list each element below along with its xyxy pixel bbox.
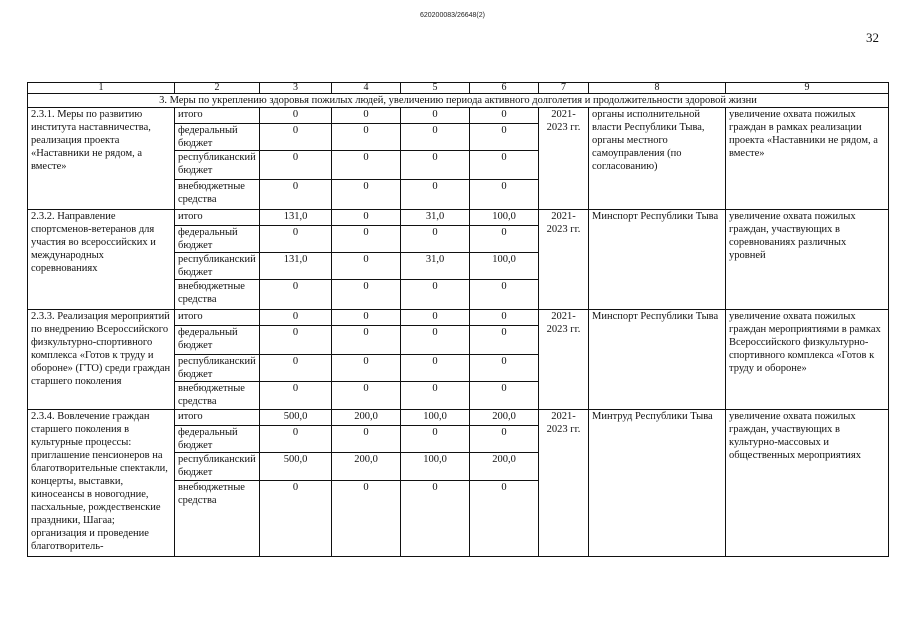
funding-source: итого	[175, 410, 260, 426]
amount-cell: 131,0	[260, 253, 332, 280]
table-row	[28, 210, 889, 226]
amount-cell: 0	[470, 280, 539, 310]
period: 2021-2023 гг.	[539, 210, 589, 310]
amount-cell: 0	[401, 481, 470, 557]
funding-source: внебюджетные средства	[175, 180, 260, 210]
table-row	[28, 108, 889, 124]
amount-cell: 0	[470, 124, 539, 151]
funding-source: республиканский бюджет	[175, 151, 260, 180]
executor: Минспорт Республики Тыва	[589, 310, 726, 410]
amount-cell: 0	[332, 310, 401, 326]
amount-cell: 500,0	[260, 453, 332, 481]
amount-cell: 0	[470, 310, 539, 326]
amount-cell: 0	[332, 253, 401, 280]
column-number: 9	[726, 83, 889, 94]
amount-cell: 0	[401, 382, 470, 410]
column-number-row	[28, 83, 889, 94]
column-number: 7	[539, 83, 589, 94]
measure-name: 2.3.2. Направление спортсменов-ветеранов для участия во всероссийских и международных соревнованиях	[28, 210, 175, 310]
amount-cell: 0	[260, 326, 332, 355]
funding-source: федеральный бюджет	[175, 226, 260, 253]
amount-cell: 100,0	[401, 410, 470, 426]
funding-source: внебюджетные средства	[175, 481, 260, 557]
amount-cell: 0	[260, 180, 332, 210]
amount-cell: 0	[470, 426, 539, 453]
amount-cell: 0	[401, 426, 470, 453]
executor: Минтруд Республики Тыва	[589, 410, 726, 557]
column-number: 6	[470, 83, 539, 94]
amount-cell: 0	[260, 108, 332, 124]
column-number: 3	[260, 83, 332, 94]
amount-cell: 100,0	[470, 253, 539, 280]
amount-cell: 0	[470, 326, 539, 355]
amount-cell: 0	[332, 226, 401, 253]
funding-source: итого	[175, 310, 260, 326]
column-number: 2	[175, 83, 260, 94]
amount-cell: 0	[470, 382, 539, 410]
amount-cell: 0	[332, 355, 401, 382]
section-title: 3. Меры по укреплению здоровья пожилых людей, увеличению периода активного долголетия и продолжительности здоровой жизни	[28, 94, 889, 108]
amount-cell: 100,0	[470, 210, 539, 226]
amount-cell: 0	[332, 382, 401, 410]
expected-result: увеличение охвата пожилых граждан в рамках реализации проекта «Наставники не рядом, а вместе»	[726, 108, 889, 210]
measure-name: 2.3.3. Реализация мероприятий по внедрению Всероссийского физкультурно-спортивного комплекса «Готов к труду и обороне» (ГТО) среди граждан старшего поколения	[28, 310, 175, 410]
amount-cell: 0	[401, 226, 470, 253]
page-number: 32	[866, 30, 879, 45]
amount-cell: 0	[332, 124, 401, 151]
amount-cell: 0	[332, 280, 401, 310]
period: 2021-2023 гг.	[539, 410, 589, 557]
amount-cell: 100,0	[401, 453, 470, 481]
funding-source: внебюджетные средства	[175, 382, 260, 410]
amount-cell: 0	[401, 280, 470, 310]
amount-cell: 131,0	[260, 210, 332, 226]
column-number: 4	[332, 83, 401, 94]
expected-result: увеличение охвата пожилых граждан мероприятиями в рамках Всероссийского физкультурно-спортивного комплекса «Готов к труду и обороне»	[726, 310, 889, 410]
column-number: 1	[28, 83, 175, 94]
amount-cell: 0	[401, 355, 470, 382]
amount-cell: 0	[260, 382, 332, 410]
amount-cell: 31,0	[401, 253, 470, 280]
funding-source: внебюджетные средства	[175, 280, 260, 310]
amount-cell: 0	[470, 355, 539, 382]
amount-cell: 0	[260, 355, 332, 382]
amount-cell: 0	[401, 151, 470, 180]
column-number: 8	[589, 83, 726, 94]
amount-cell: 0	[260, 310, 332, 326]
amount-cell: 31,0	[401, 210, 470, 226]
funding-source: республиканский бюджет	[175, 355, 260, 382]
amount-cell: 0	[332, 481, 401, 557]
amount-cell: 0	[470, 180, 539, 210]
funding-source: федеральный бюджет	[175, 326, 260, 355]
amount-cell: 0	[401, 326, 470, 355]
amount-cell: 0	[470, 481, 539, 557]
amount-cell: 0	[260, 226, 332, 253]
amount-cell: 500,0	[260, 410, 332, 426]
amount-cell: 0	[260, 280, 332, 310]
period: 2021-2023 гг.	[539, 108, 589, 210]
amount-cell: 200,0	[332, 410, 401, 426]
amount-cell: 0	[332, 151, 401, 180]
funding-source: итого	[175, 108, 260, 124]
amount-cell: 200,0	[470, 453, 539, 481]
amount-cell: 0	[260, 124, 332, 151]
amount-cell: 0	[332, 326, 401, 355]
amount-cell: 0	[401, 180, 470, 210]
funding-source: федеральный бюджет	[175, 124, 260, 151]
document-id: 620200083/26648(2)	[419, 12, 485, 19]
executor: органы исполнительной власти Республики Тыва, органы местного самоуправления (по согласованию)	[589, 108, 726, 210]
measure-name: 2.3.1. Меры по развитию института наставничества, реализация проекта «Наставники не рядом, а вместе»	[28, 108, 175, 210]
expected-result: увеличение охвата пожилых граждан, участвующих в соревнованиях различных уровней	[726, 210, 889, 310]
amount-cell: 200,0	[470, 410, 539, 426]
amount-cell: 0	[470, 108, 539, 124]
table-row	[28, 410, 889, 426]
amount-cell: 0	[260, 481, 332, 557]
amount-cell: 0	[260, 151, 332, 180]
section-title-row	[28, 94, 889, 108]
period: 2021-2023 гг.	[539, 310, 589, 410]
amount-cell: 0	[401, 108, 470, 124]
table-row	[28, 310, 889, 326]
executor: Минспорт Республики Тыва	[589, 210, 726, 310]
funding-source: федеральный бюджет	[175, 426, 260, 453]
amount-cell: 0	[470, 226, 539, 253]
program-table	[27, 82, 889, 557]
amount-cell: 0	[332, 426, 401, 453]
amount-cell: 0	[332, 108, 401, 124]
amount-cell: 0	[470, 151, 539, 180]
amount-cell: 0	[401, 310, 470, 326]
funding-source: республиканский бюджет	[175, 453, 260, 481]
measure-name: 2.3.4. Вовлечение граждан старшего поколения в культурные процессы: приглашение пенсионеров на благотворительные спектакли, концерты, выставки, киносеансы в новогодние, пасхальные, рождественские праздники, Шагаа; организация и проведение благотворитель-	[28, 410, 175, 557]
funding-source: итого	[175, 210, 260, 226]
column-number: 5	[401, 83, 470, 94]
amount-cell: 0	[332, 210, 401, 226]
amount-cell: 0	[260, 426, 332, 453]
expected-result: увеличение охвата пожилых граждан, участвующих в культурно-массовых и общественных мероприятиях	[726, 410, 889, 557]
amount-cell: 200,0	[332, 453, 401, 481]
amount-cell: 0	[401, 124, 470, 151]
funding-source: республиканский бюджет	[175, 253, 260, 280]
amount-cell: 0	[332, 180, 401, 210]
